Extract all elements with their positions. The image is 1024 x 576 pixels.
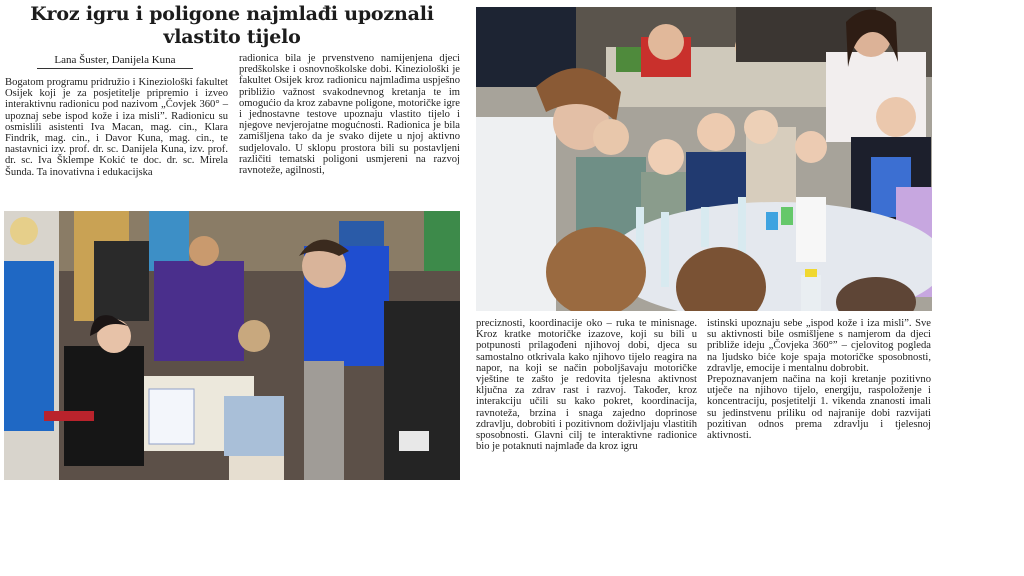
photo-workshop-table <box>4 211 460 480</box>
photo-image <box>4 211 460 480</box>
text-column-3 <box>476 318 697 452</box>
title-line-2: vlastito tijelo <box>163 26 301 48</box>
text-column-1 <box>5 77 228 178</box>
title-line-1: Kroz igru i poligone najmlađi upoznali <box>30 3 434 25</box>
article-title <box>4 3 460 49</box>
paragraph: preciznosti, koordinacije oko – ruka te minisnage. Kroz kratke motoričke izazove, koji su bili u potpunosti prilagođeni njihovoj dobi, djeca su samostalno otkrivala kako njihovo tijelo reagira na napor, na koji se način poboljšavaju motoričke vještine te zašto je redovita tjelesna aktivnost ključna za zdrav rast i razvoj. Također, kroz interakciju učili su kako pokret, koordinacija, ravnoteža, brzina i snaga zajedno doprinose zdravlju, dobrobiti i pozitivnom doživljaju vlastitih sposobnosti. Glavni cilj te interaktivne radionice bio je potaknuti najmlađe da kroz igru <box>476 318 697 453</box>
text-column-4 <box>707 318 931 441</box>
paragraph: Prepoznavanjem načina na koji kretanje pozitivno utječe na njihovo tijelo, energiju, raspoloženje i koncentraciju, posjetitelji 1. vikenda znanosti imali su jedinstvenu priliku od najranije dobi razvijati pozitivan odnos prema zdravlju i tjelesnoj aktivnosti. <box>707 374 931 442</box>
paragraph: radionica bila je prvenstveno namijenjena djeci predškolske i osnovnoškolske dobi. Kineziološki je fakultet Osijek kroz radionicu najmlađima uspješno približio važnost svakodnevnog kretanja te im omogućio da kroz zabavne poligone, motoričke igre i jednostavne testove upoznaju vlastito tijelo i njegove nevjerojatne mogućnosti. Radionica je bila zamišljena tako da je svako dijete u njoj aktivno sudjelovalo. U sklopu prostora bili su postavljeni različiti tematski poligoni usmjereni na razvoj ravnoteže, agilnosti, <box>239 53 460 177</box>
byline: Lana Šuster, Danijela Kuna <box>37 54 193 69</box>
paragraph: Bogatom programu pridružio i Kineziološki fakultet Osijek koji je za posjetitelje pripremio i izveo interaktivnu radionicu pod nazivom „Čovjek 360° – upoznaj sebe ispod kože i iza misli”. Radionicu su osmislili asistenti Iva Macan, mag. cin., Klara Findrik, mag. cin., i Davor Kuna, mag. cin., te nastavnici izv. prof. dr. sc. Danijela Kuna, izv. prof. dr. sc. Iva Šklempe Kokić te doc. dr. sc. Mirela Šunda. Ta inovativna i edukacijska <box>5 77 228 178</box>
photo-image <box>476 7 932 311</box>
photo-children-experiment <box>476 7 932 311</box>
text-column-2 <box>239 53 460 176</box>
paragraph: istinski upoznaju sebe „ispod kože i iza misli”. Sve su aktivnosti bile osmišljene s namjerom da djeci približe ideju „Čovjeka 360°” – cjelovitog pogleda na ljudsko biće koje spaja motoričke sposobnosti, zdravlje, emocije i mentalnu dobrobit. <box>707 318 931 374</box>
